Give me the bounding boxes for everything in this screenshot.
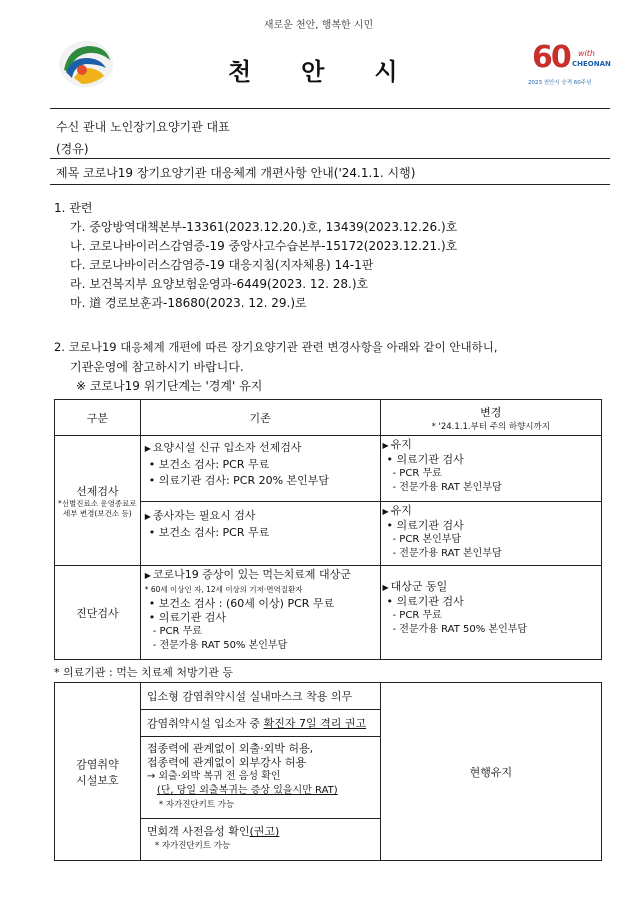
diagnostic-change-title: ▶ 대상군 동일 bbox=[383, 580, 599, 595]
facility-r3 bbox=[140, 737, 380, 819]
preemptive-changed-a bbox=[380, 436, 601, 502]
logo-cheonan: CHEONAN bbox=[572, 60, 611, 68]
table-header-row bbox=[55, 400, 602, 436]
preemptive-existing-a bbox=[140, 436, 380, 502]
diagnostic-line: • 의료기관 검사 bbox=[148, 611, 226, 624]
diagnostic-label: 진단검사 bbox=[55, 566, 141, 660]
diagnostic-change-line: - 전문가용 RAT 50% 본인부담 bbox=[392, 624, 528, 635]
recipient-line: 수신 관내 노인장기요양기관 대표 bbox=[56, 120, 230, 134]
preemptive-b-change-line: - PCR 본인부담 bbox=[392, 534, 462, 545]
preemptive-a-line: • 보건소 검사: PCR 무료 bbox=[148, 458, 270, 471]
facility-r2-emph: 확진자 7일 격리 권고 bbox=[263, 717, 367, 730]
anniversary-logo-icon bbox=[528, 40, 624, 90]
org-title: 천안시 bbox=[228, 58, 448, 86]
diagnostic-title: ▶ 코로나19 증상이 있는 먹는치료제 대상군 bbox=[145, 568, 376, 583]
facility-protection-table bbox=[54, 682, 602, 861]
preemptive-a-change-line: • 의료기관 검사 bbox=[386, 453, 464, 466]
facility-r3-line: * 자가진단키트 가능 bbox=[158, 800, 235, 810]
changes-table bbox=[54, 399, 602, 660]
section1-item: 나. 코로나바이러스감염증-19 중앙사고수습본부-15172(2023.12.21.)호 bbox=[70, 239, 458, 253]
preemptive-a-change-line: - 전문가용 RAT 본인부담 bbox=[392, 482, 502, 493]
facility-label bbox=[55, 683, 141, 861]
facility-right: 현행유지 bbox=[380, 683, 601, 861]
logo-subtitle: 2023 천안시 승격 60주년 bbox=[528, 80, 592, 86]
preemptive-a-change-line: - PCR 무료 bbox=[392, 468, 442, 479]
diagnostic-line: • 보건소 검사 : (60세 이상) PCR 무료 bbox=[148, 597, 335, 610]
header-changed-note: * '24.1.1.부터 주의 하향시까지 bbox=[431, 421, 550, 432]
preemptive-a-change-title: ▶ 유지 bbox=[383, 438, 599, 453]
header-changed-cell bbox=[380, 400, 601, 436]
section2-line2: 기관운영에 참고하시기 바랍니다. bbox=[70, 360, 244, 374]
preemptive-b-change-line: - 전문가용 RAT 본인부담 bbox=[392, 548, 502, 559]
section1-item: 다. 코로나바이러스감염증-19 대응지침(지자체용) 14-1판 bbox=[70, 258, 374, 272]
facility-r4-text: 면회객 사전음성 확인 bbox=[146, 825, 250, 838]
preemptive-b-change-title: ▶ 유지 bbox=[383, 504, 599, 519]
logo-number: 60 bbox=[532, 40, 570, 75]
preemptive-a-line: • 의료기관 검사: PCR 20% 본인부담 bbox=[148, 474, 330, 487]
preemptive-label: 선제검사 bbox=[76, 484, 119, 498]
section1-item: 가. 중앙방역대책본부-13361(2023.12.20.)호, 13439(2023.12.26.)호 bbox=[70, 220, 458, 234]
diagnostic-change-line: - PCR 무료 bbox=[392, 610, 442, 621]
facility-r4-line bbox=[147, 824, 374, 839]
facility-r3-line: (단, 당일 외출복귀는 증상 있을시만 RAT) bbox=[156, 785, 338, 796]
preemptive-existing-b bbox=[140, 502, 380, 566]
preemptive-b-title: ▶ 종사자는 필요시 검사 bbox=[145, 508, 376, 525]
diagnostic-note: * 60세 이상인 자, 12세 이상의 기저·면역질환자 bbox=[144, 585, 303, 594]
city-logo-icon bbox=[58, 40, 114, 88]
section2-note: ※ 코로나19 위기단계는 '경계' 유지 bbox=[76, 379, 263, 393]
table-row bbox=[55, 566, 602, 660]
section1-item: 마. 道 경로보훈과-18680(2023. 12. 29.)로 bbox=[70, 296, 307, 310]
table-row bbox=[55, 683, 602, 710]
preemptive-changed-b bbox=[380, 502, 601, 566]
subject-line: 제목 코로나19 장기요양기관 대응체계 개편사항 안내('24.1.1. 시행) bbox=[56, 166, 416, 180]
facility-r1: 입소형 감염취약시설 실내마스크 착용 의무 bbox=[140, 683, 380, 710]
header-divider bbox=[50, 108, 610, 109]
preemptive-b-line: • 보건소 검사: PCR 무료 bbox=[148, 526, 270, 539]
via-divider bbox=[50, 158, 610, 159]
via-line: (경유) bbox=[56, 142, 89, 156]
logo-with: with bbox=[578, 49, 595, 58]
facility-r4-line: * 자가진단키트 가능 bbox=[154, 841, 231, 851]
table-footnote: * 의료기관 : 먹는 치료제 처방기관 등 bbox=[54, 666, 233, 679]
diagnostic-line: - 전문가용 RAT 50% 본인부담 bbox=[152, 640, 288, 651]
preemptive-note: *선별진료소 운영종료로 세부 변경(보건소 등) bbox=[58, 498, 137, 518]
facility-label-line: 시설보호 bbox=[76, 773, 119, 787]
facility-r3-line: → 외출·외박 복귀 전 음성 확인 bbox=[146, 771, 281, 782]
diagnostic-line: - PCR 무료 bbox=[152, 626, 202, 637]
facility-r4 bbox=[140, 819, 380, 861]
facility-r2-text: 감염취약시설 입소자 중 bbox=[146, 717, 264, 730]
facility-r3-line: 접종력에 관계없이 외출·외박 허용, bbox=[146, 742, 314, 755]
header-existing: 기존 bbox=[140, 400, 380, 436]
diagnostic-existing bbox=[140, 566, 380, 660]
section1-title: 1. 관련 bbox=[54, 201, 93, 215]
header-changed: 변경 bbox=[480, 405, 502, 419]
facility-label-line: 감염취약 bbox=[76, 757, 119, 771]
preemptive-b-change-line: • 의료기관 검사 bbox=[386, 519, 464, 532]
diagnostic-change-line: • 의료기관 검사 bbox=[386, 595, 464, 608]
facility-r3-line: 접종력에 관계없이 외부강사 허용 bbox=[146, 756, 307, 769]
subject-divider bbox=[50, 184, 610, 185]
header-category: 구분 bbox=[55, 400, 141, 436]
facility-r4-emph: (권고) bbox=[249, 825, 280, 838]
row-preemptive-label bbox=[55, 436, 141, 566]
table-row bbox=[55, 436, 602, 502]
diagnostic-changed bbox=[380, 566, 601, 660]
slogan: 새로운 천안, 행복한 시민 bbox=[263, 20, 374, 31]
section2-line1: 2. 코로나19 대응체계 개편에 따른 장기요양기관 관련 변경사항을 아래와 같이 안내하니, bbox=[54, 340, 498, 354]
section1-item: 라. 보건복지부 요양보험운영과-6449(2023. 12. 28.)호 bbox=[70, 277, 369, 291]
facility-r2 bbox=[140, 710, 380, 737]
preemptive-a-title: ▶ 요양시설 신규 입소자 선제검사 bbox=[145, 440, 376, 457]
